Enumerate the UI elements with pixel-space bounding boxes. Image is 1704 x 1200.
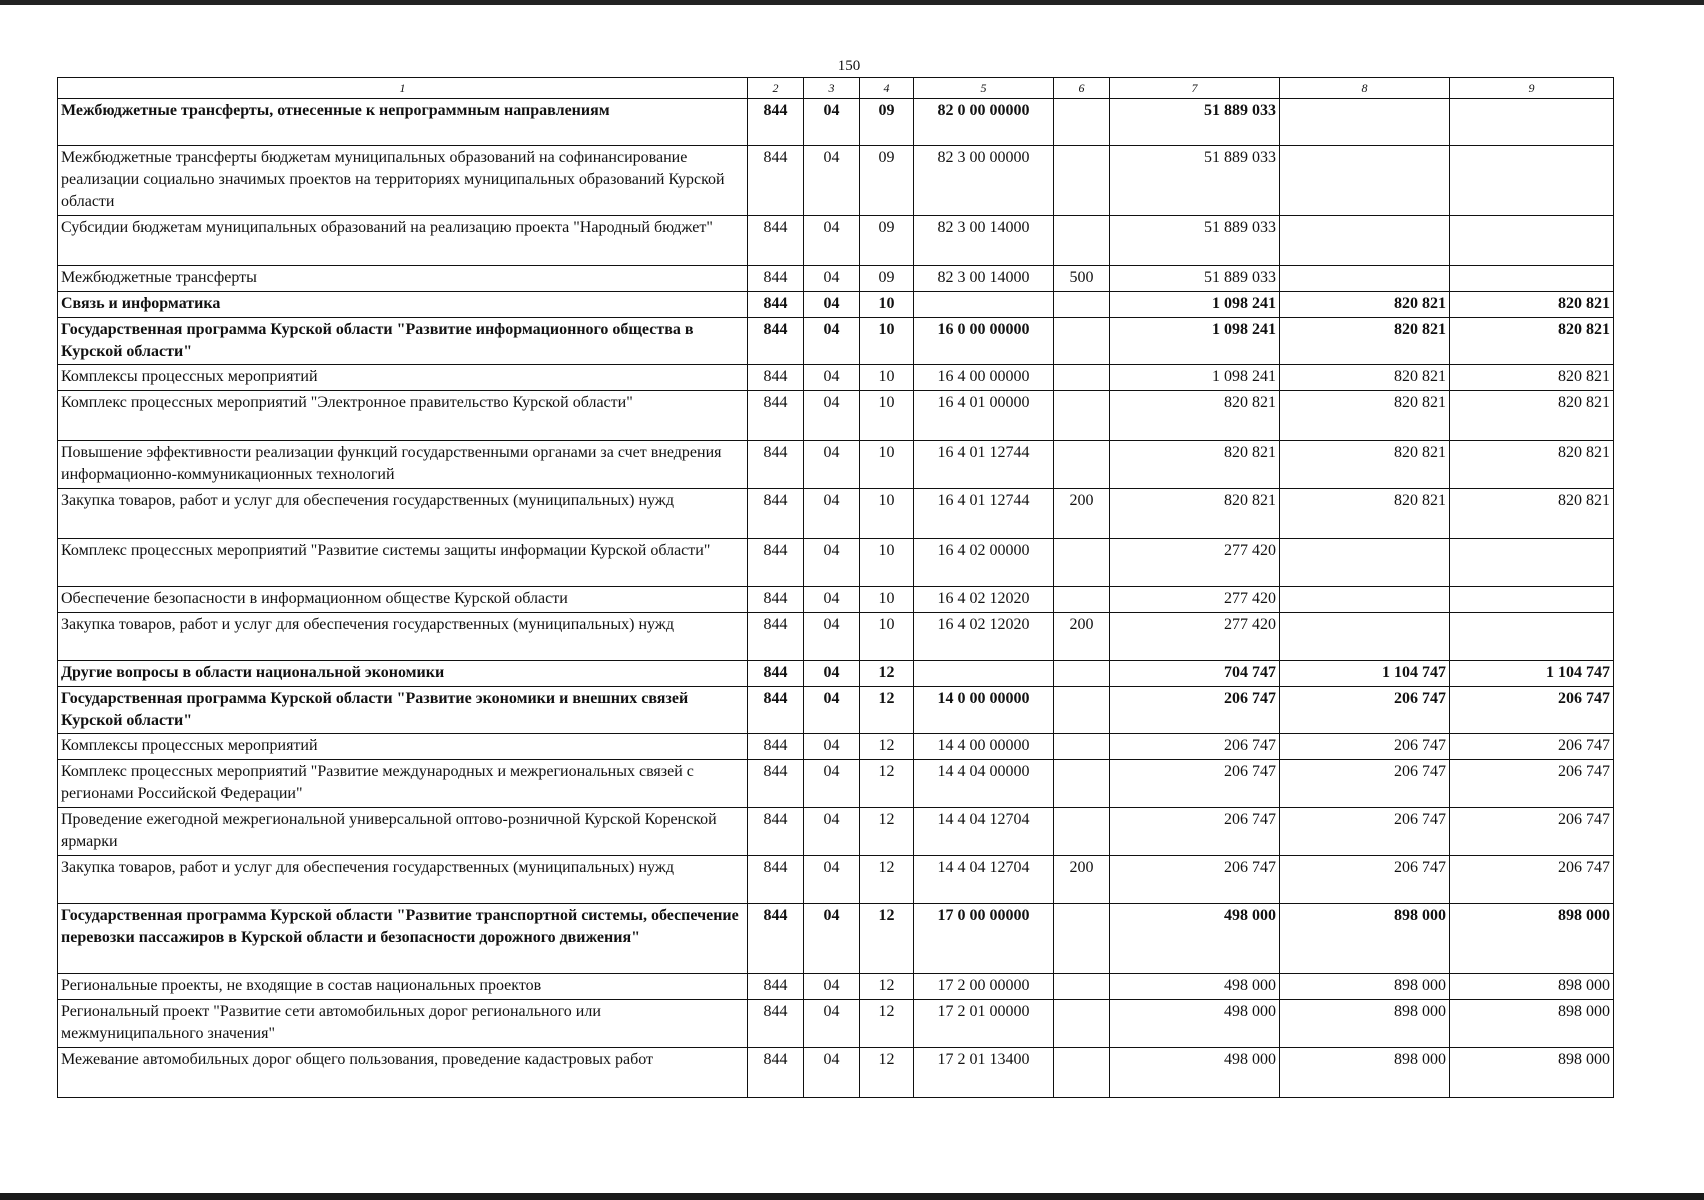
header-cell: 7 <box>1110 78 1280 99</box>
item-name-cell: Комплекс процессных мероприятий "Электронное правительство Курской области" <box>58 391 748 441</box>
header-cell: 4 <box>860 78 914 99</box>
table-row <box>58 856 1614 904</box>
header-cell: 6 <box>1054 78 1110 99</box>
table-row <box>58 734 1614 760</box>
ministry-code-cell: 844 <box>748 318 804 365</box>
section-code-cell: 04 <box>804 904 860 974</box>
amount-year3-cell: 820 821 <box>1450 365 1614 391</box>
section-code-cell: 04 <box>804 974 860 1000</box>
ministry-code-cell: 844 <box>748 587 804 613</box>
page-number: 150 <box>837 58 861 74</box>
table-row <box>58 904 1614 974</box>
table-row <box>58 292 1614 318</box>
expense-type-cell <box>1054 391 1110 441</box>
table-row <box>58 1000 1614 1048</box>
amount-year3-cell: 898 000 <box>1450 1048 1614 1098</box>
target-article-cell <box>914 292 1054 318</box>
table-row <box>58 365 1614 391</box>
amount-year1-cell: 277 420 <box>1110 587 1280 613</box>
subsection-code-cell: 12 <box>860 687 914 734</box>
section-code-cell: 04 <box>804 808 860 856</box>
target-article-cell: 16 4 00 00000 <box>914 365 1054 391</box>
expense-type-cell <box>1054 216 1110 266</box>
amount-year2-cell: 820 821 <box>1280 391 1450 441</box>
table-row <box>58 687 1614 734</box>
item-name-cell: Комплексы процессных мероприятий <box>58 365 748 391</box>
header-cell: 2 <box>748 78 804 99</box>
ministry-code-cell: 844 <box>748 904 804 974</box>
amount-year3-cell <box>1450 99 1614 146</box>
ministry-code-cell: 844 <box>748 661 804 687</box>
amount-year3-cell <box>1450 266 1614 292</box>
item-name-cell: Государственная программа Курской области "Развитие экономики и внешних связей Курской области" <box>58 687 748 734</box>
table-row <box>58 489 1614 539</box>
expense-type-cell <box>1054 539 1110 587</box>
amount-year2-cell: 820 821 <box>1280 365 1450 391</box>
subsection-code-cell: 12 <box>860 760 914 808</box>
subsection-code-cell: 12 <box>860 856 914 904</box>
section-code-cell: 04 <box>804 687 860 734</box>
ministry-code-cell: 844 <box>748 146 804 216</box>
subsection-code-cell: 10 <box>860 613 914 661</box>
section-code-cell: 04 <box>804 1000 860 1048</box>
item-name-cell: Комплекс процессных мероприятий "Развитие международных и межрегиональных связей с регионами Российской Федерации" <box>58 760 748 808</box>
table-row <box>58 760 1614 808</box>
item-name-cell: Государственная программа Курской области "Развитие транспортной системы, обеспечение перевозки пассажиров в Курской области и безопасности дорожного движения" <box>58 904 748 974</box>
expense-type-cell <box>1054 734 1110 760</box>
subsection-code-cell: 12 <box>860 904 914 974</box>
ministry-code-cell: 844 <box>748 539 804 587</box>
item-name-cell: Обеспечение безопасности в информационном обществе Курской области <box>58 587 748 613</box>
item-name-cell: Другие вопросы в области национальной экономики <box>58 661 748 687</box>
amount-year2-cell: 206 747 <box>1280 808 1450 856</box>
amount-year1-cell: 1 098 241 <box>1110 318 1280 365</box>
amount-year2-cell: 206 747 <box>1280 687 1450 734</box>
subsection-code-cell: 10 <box>860 587 914 613</box>
table-row <box>58 216 1614 266</box>
subsection-code-cell: 09 <box>860 99 914 146</box>
subsection-code-cell: 12 <box>860 734 914 760</box>
amount-year2-cell <box>1280 613 1450 661</box>
section-code-cell: 04 <box>804 99 860 146</box>
amount-year3-cell: 206 747 <box>1450 687 1614 734</box>
target-article-cell: 82 3 00 14000 <box>914 266 1054 292</box>
target-article-cell: 16 4 02 12020 <box>914 587 1054 613</box>
amount-year1-cell: 51 889 033 <box>1110 216 1280 266</box>
expense-type-cell <box>1054 1000 1110 1048</box>
amount-year1-cell: 498 000 <box>1110 904 1280 974</box>
table-row <box>58 99 1614 146</box>
table-row <box>58 661 1614 687</box>
target-article-cell: 16 4 01 00000 <box>914 391 1054 441</box>
amount-year3-cell <box>1450 146 1614 216</box>
scan-top-border <box>0 0 1704 5</box>
amount-year1-cell: 206 747 <box>1110 808 1280 856</box>
amount-year3-cell: 206 747 <box>1450 760 1614 808</box>
header-cell: 3 <box>804 78 860 99</box>
expense-type-cell <box>1054 441 1110 489</box>
ministry-code-cell: 844 <box>748 1000 804 1048</box>
item-name-cell: Комплексы процессных мероприятий <box>58 734 748 760</box>
target-article-cell: 14 0 00 00000 <box>914 687 1054 734</box>
amount-year2-cell: 820 821 <box>1280 489 1450 539</box>
item-name-cell: Закупка товаров, работ и услуг для обеспечения государственных (муниципальных) нужд <box>58 613 748 661</box>
item-name-cell: Повышение эффективности реализации функций государственными органами за счет внедрения информационно-коммуникационных технологий <box>58 441 748 489</box>
table-row <box>58 974 1614 1000</box>
target-article-cell: 82 3 00 14000 <box>914 216 1054 266</box>
item-name-cell: Проведение ежегодной межрегиональной универсальной оптово-розничной Курской Коренской ярмарки <box>58 808 748 856</box>
table-row <box>58 391 1614 441</box>
ministry-code-cell: 844 <box>748 441 804 489</box>
section-code-cell: 04 <box>804 365 860 391</box>
item-name-cell: Субсидии бюджетам муниципальных образований на реализацию проекта "Народный бюджет" <box>58 216 748 266</box>
amount-year2-cell: 206 747 <box>1280 734 1450 760</box>
target-article-cell: 17 2 01 00000 <box>914 1000 1054 1048</box>
table-row <box>58 613 1614 661</box>
subsection-code-cell: 10 <box>860 292 914 318</box>
ministry-code-cell: 844 <box>748 734 804 760</box>
section-code-cell: 04 <box>804 146 860 216</box>
amount-year1-cell: 820 821 <box>1110 441 1280 489</box>
amount-year3-cell: 820 821 <box>1450 292 1614 318</box>
ministry-code-cell: 844 <box>748 613 804 661</box>
amount-year1-cell: 206 747 <box>1110 856 1280 904</box>
ministry-code-cell: 844 <box>748 687 804 734</box>
expense-type-cell <box>1054 661 1110 687</box>
ministry-code-cell: 844 <box>748 266 804 292</box>
expense-type-cell <box>1054 318 1110 365</box>
table-row <box>58 441 1614 489</box>
table-row <box>58 146 1614 216</box>
expense-type-cell <box>1054 146 1110 216</box>
amount-year1-cell: 206 747 <box>1110 734 1280 760</box>
amount-year1-cell: 498 000 <box>1110 1000 1280 1048</box>
header-cell: 5 <box>914 78 1054 99</box>
budget-table <box>57 77 1614 1098</box>
subsection-code-cell: 10 <box>860 489 914 539</box>
amount-year1-cell: 206 747 <box>1110 760 1280 808</box>
subsection-code-cell: 10 <box>860 539 914 587</box>
amount-year1-cell: 1 098 241 <box>1110 292 1280 318</box>
target-article-cell: 82 0 00 00000 <box>914 99 1054 146</box>
section-code-cell: 04 <box>804 613 860 661</box>
amount-year2-cell: 898 000 <box>1280 904 1450 974</box>
target-article-cell: 16 4 02 12020 <box>914 613 1054 661</box>
section-code-cell: 04 <box>804 734 860 760</box>
amount-year2-cell: 898 000 <box>1280 974 1450 1000</box>
expense-type-cell <box>1054 687 1110 734</box>
amount-year3-cell <box>1450 587 1614 613</box>
expense-type-cell <box>1054 587 1110 613</box>
section-code-cell: 04 <box>804 266 860 292</box>
ministry-code-cell: 844 <box>748 391 804 441</box>
subsection-code-cell: 12 <box>860 974 914 1000</box>
target-article-cell: 17 2 01 13400 <box>914 1048 1054 1098</box>
amount-year3-cell: 898 000 <box>1450 904 1614 974</box>
amount-year2-cell: 1 104 747 <box>1280 661 1450 687</box>
target-article-cell: 16 4 02 00000 <box>914 539 1054 587</box>
amount-year3-cell: 898 000 <box>1450 974 1614 1000</box>
expense-type-cell: 200 <box>1054 613 1110 661</box>
amount-year3-cell: 1 104 747 <box>1450 661 1614 687</box>
table-row <box>58 266 1614 292</box>
amount-year2-cell <box>1280 587 1450 613</box>
expense-type-cell <box>1054 292 1110 318</box>
expense-type-cell <box>1054 99 1110 146</box>
expense-type-cell <box>1054 808 1110 856</box>
ministry-code-cell: 844 <box>748 489 804 539</box>
amount-year1-cell: 277 420 <box>1110 539 1280 587</box>
amount-year3-cell: 820 821 <box>1450 391 1614 441</box>
target-article-cell <box>914 661 1054 687</box>
item-name-cell: Закупка товаров, работ и услуг для обеспечения государственных (муниципальных) нужд <box>58 856 748 904</box>
item-name-cell: Межбюджетные трансферты <box>58 266 748 292</box>
amount-year1-cell: 704 747 <box>1110 661 1280 687</box>
amount-year2-cell: 898 000 <box>1280 1048 1450 1098</box>
ministry-code-cell: 844 <box>748 1048 804 1098</box>
amount-year3-cell: 820 821 <box>1450 489 1614 539</box>
column-number-header <box>58 78 1614 99</box>
section-code-cell: 04 <box>804 391 860 441</box>
amount-year2-cell: 898 000 <box>1280 1000 1450 1048</box>
amount-year2-cell: 206 747 <box>1280 760 1450 808</box>
amount-year1-cell: 277 420 <box>1110 613 1280 661</box>
ministry-code-cell: 844 <box>748 856 804 904</box>
ministry-code-cell: 844 <box>748 808 804 856</box>
expense-type-cell: 200 <box>1054 489 1110 539</box>
amount-year3-cell <box>1450 613 1614 661</box>
header-cell: 1 <box>58 78 748 99</box>
amount-year3-cell <box>1450 216 1614 266</box>
ministry-code-cell: 844 <box>748 99 804 146</box>
expense-type-cell <box>1054 365 1110 391</box>
section-code-cell: 04 <box>804 539 860 587</box>
item-name-cell: Закупка товаров, работ и услуг для обеспечения государственных (муниципальных) нужд <box>58 489 748 539</box>
subsection-code-cell: 10 <box>860 391 914 441</box>
subsection-code-cell: 12 <box>860 1000 914 1048</box>
target-article-cell: 16 4 01 12744 <box>914 441 1054 489</box>
item-name-cell: Государственная программа Курской области "Развитие информационного общества в Курской области" <box>58 318 748 365</box>
header-cell: 8 <box>1280 78 1450 99</box>
amount-year3-cell: 206 747 <box>1450 856 1614 904</box>
item-name-cell: Комплекс процессных мероприятий "Развитие системы защиты информации Курской области" <box>58 539 748 587</box>
amount-year1-cell: 1 098 241 <box>1110 365 1280 391</box>
subsection-code-cell: 12 <box>860 661 914 687</box>
subsection-code-cell: 10 <box>860 318 914 365</box>
section-code-cell: 04 <box>804 587 860 613</box>
amount-year1-cell: 820 821 <box>1110 391 1280 441</box>
section-code-cell: 04 <box>804 216 860 266</box>
target-article-cell: 17 2 00 00000 <box>914 974 1054 1000</box>
amount-year3-cell: 820 821 <box>1450 318 1614 365</box>
target-article-cell: 14 4 04 00000 <box>914 760 1054 808</box>
ministry-code-cell: 844 <box>748 760 804 808</box>
target-article-cell: 82 3 00 00000 <box>914 146 1054 216</box>
section-code-cell: 04 <box>804 661 860 687</box>
item-name-cell: Региональные проекты, не входящие в состав национальных проектов <box>58 974 748 1000</box>
target-article-cell: 16 0 00 00000 <box>914 318 1054 365</box>
amount-year2-cell <box>1280 216 1450 266</box>
subsection-code-cell: 10 <box>860 365 914 391</box>
subsection-code-cell: 09 <box>860 216 914 266</box>
target-article-cell: 17 0 00 00000 <box>914 904 1054 974</box>
subsection-code-cell: 09 <box>860 146 914 216</box>
item-name-cell: Связь и информатика <box>58 292 748 318</box>
subsection-code-cell: 12 <box>860 808 914 856</box>
amount-year2-cell: 206 747 <box>1280 856 1450 904</box>
table-row <box>58 1048 1614 1098</box>
item-name-cell: Межбюджетные трансферты, отнесенные к непрограммным направлениям <box>58 99 748 146</box>
amount-year3-cell: 206 747 <box>1450 808 1614 856</box>
amount-year1-cell: 498 000 <box>1110 974 1280 1000</box>
item-name-cell: Межбюджетные трансферты бюджетам муниципальных образований на софинансирование реализации социально значимых проектов на территориях муниципальных образований Курской области <box>58 146 748 216</box>
amount-year1-cell: 51 889 033 <box>1110 266 1280 292</box>
target-article-cell: 14 4 04 12704 <box>914 808 1054 856</box>
section-code-cell: 04 <box>804 856 860 904</box>
amount-year2-cell: 820 821 <box>1280 441 1450 489</box>
target-article-cell: 14 4 00 00000 <box>914 734 1054 760</box>
ministry-code-cell: 844 <box>748 974 804 1000</box>
amount-year2-cell: 820 821 <box>1280 292 1450 318</box>
target-article-cell: 14 4 04 12704 <box>914 856 1054 904</box>
item-name-cell: Межевание автомобильных дорог общего пользования, проведение кадастровых работ <box>58 1048 748 1098</box>
table-row <box>58 808 1614 856</box>
expense-type-cell: 500 <box>1054 266 1110 292</box>
expense-type-cell: 200 <box>1054 856 1110 904</box>
table-row <box>58 539 1614 587</box>
subsection-code-cell: 10 <box>860 441 914 489</box>
subsection-code-cell: 12 <box>860 1048 914 1098</box>
amount-year2-cell <box>1280 266 1450 292</box>
expense-type-cell <box>1054 1048 1110 1098</box>
amount-year1-cell: 820 821 <box>1110 489 1280 539</box>
section-code-cell: 04 <box>804 441 860 489</box>
amount-year2-cell <box>1280 99 1450 146</box>
amount-year1-cell: 206 747 <box>1110 687 1280 734</box>
expense-type-cell <box>1054 760 1110 808</box>
section-code-cell: 04 <box>804 489 860 539</box>
amount-year2-cell: 820 821 <box>1280 318 1450 365</box>
scan-bottom-border <box>0 1193 1704 1200</box>
section-code-cell: 04 <box>804 760 860 808</box>
table-row <box>58 318 1614 365</box>
section-code-cell: 04 <box>804 292 860 318</box>
ministry-code-cell: 844 <box>748 292 804 318</box>
ministry-code-cell: 844 <box>748 216 804 266</box>
amount-year2-cell <box>1280 146 1450 216</box>
header-cell: 9 <box>1450 78 1614 99</box>
ministry-code-cell: 844 <box>748 365 804 391</box>
amount-year2-cell <box>1280 539 1450 587</box>
amount-year1-cell: 51 889 033 <box>1110 146 1280 216</box>
table-row <box>58 587 1614 613</box>
target-article-cell: 16 4 01 12744 <box>914 489 1054 539</box>
amount-year3-cell <box>1450 539 1614 587</box>
amount-year3-cell: 206 747 <box>1450 734 1614 760</box>
amount-year1-cell: 51 889 033 <box>1110 99 1280 146</box>
amount-year1-cell: 498 000 <box>1110 1048 1280 1098</box>
amount-year3-cell: 898 000 <box>1450 1000 1614 1048</box>
amount-year3-cell: 820 821 <box>1450 441 1614 489</box>
section-code-cell: 04 <box>804 1048 860 1098</box>
subsection-code-cell: 09 <box>860 266 914 292</box>
expense-type-cell <box>1054 904 1110 974</box>
item-name-cell: Региональный проект "Развитие сети автомобильных дорог регионального или межмуниципального значения" <box>58 1000 748 1048</box>
section-code-cell: 04 <box>804 318 860 365</box>
expense-type-cell <box>1054 974 1110 1000</box>
